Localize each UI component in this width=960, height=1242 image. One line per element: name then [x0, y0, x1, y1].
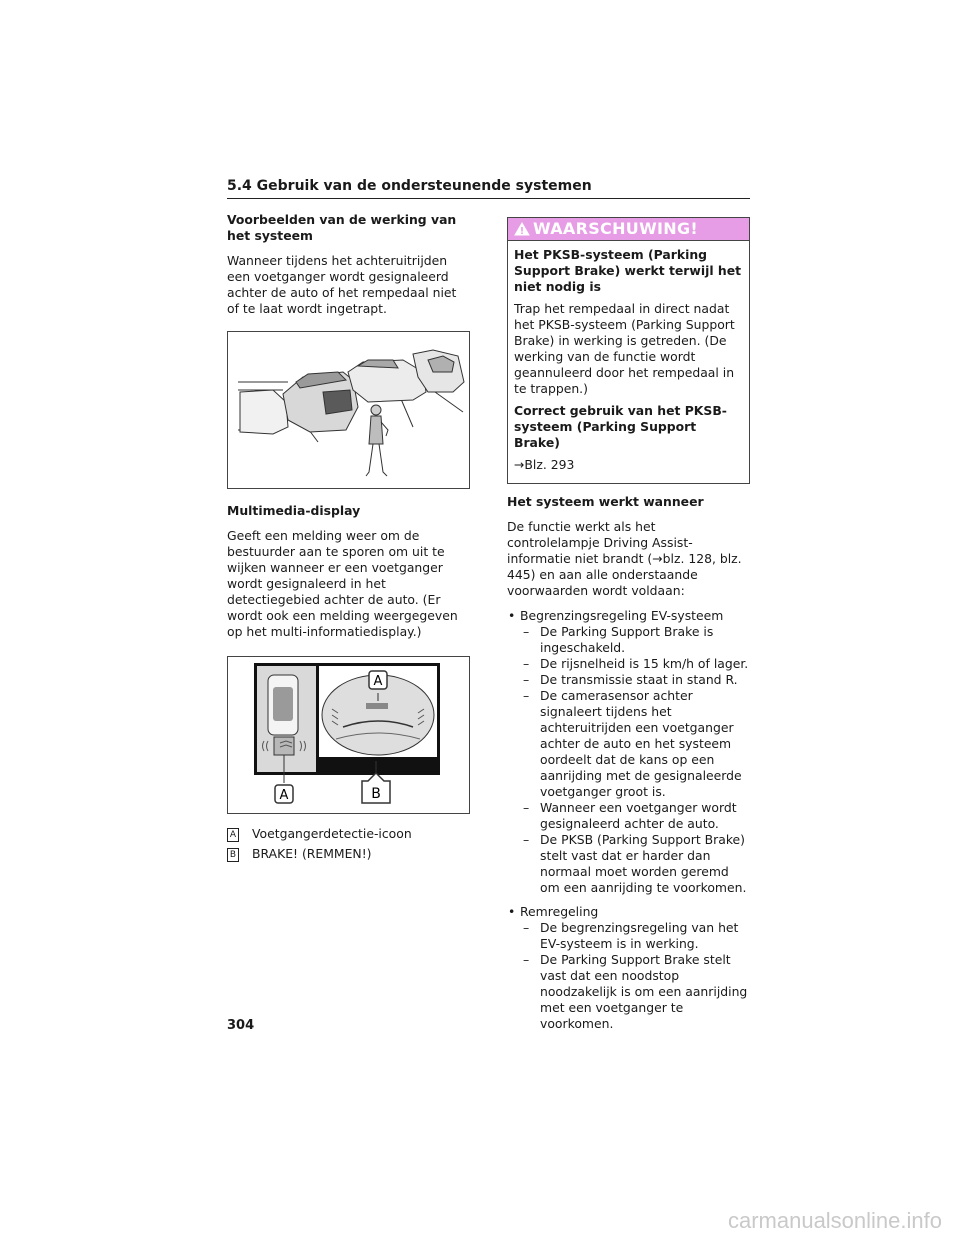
parking-scene-graphic: [228, 332, 469, 488]
warning-subheading-1: Het PKSB-systeem (Parking Support Brake) werkt terwijl het niet nodig is: [514, 247, 742, 294]
list-item: – De transmissie staat in stand R.: [523, 672, 738, 687]
legend-text: Voetgangerdetectie-icoon: [252, 826, 412, 841]
list-item: – De begrenzingsregeling van het EV-systeem is in werking.: [523, 920, 739, 951]
heading-examples: Voorbeelden van de werking van het systeem: [227, 212, 457, 243]
label-b: B: [371, 786, 381, 802]
list-item: – De Parking Support Brake stelt vast dat een noodstop noodzakelijk is om een aanrijding met een voetganger te voorkomen.: [523, 952, 748, 1031]
list-item: – De PKSB (Parking Support Brake) stelt vast dat er harder dan normaal moet worden geremd om een aanrijding te voorkomen.: [523, 832, 747, 895]
heading-multimedia: Multimedia-display: [227, 503, 361, 518]
warning-title-text: WAARSCHUWING!: [533, 219, 698, 238]
warning-body: [508, 241, 749, 483]
watermark: carmanualsonline.info: [727, 1208, 942, 1233]
page-number: 304: [227, 1018, 255, 1033]
list-item: [507, 608, 750, 896]
list-item: – De rijsnelheid is 15 km/h of lager.: [523, 656, 749, 671]
warning-box: [507, 217, 750, 484]
list-item: [507, 904, 750, 1032]
paragraph-reversing: Wanneer tijdens het achteruitrijden een voetganger wordt gesignaleerd achter de auto of het rempedaal niet of te laat wordt ingetrapt.: [227, 253, 457, 316]
list-item: – Wanneer een voetganger wordt gesignaleerd achter de auto.: [523, 800, 737, 831]
bullet-label: Remregeling: [520, 904, 599, 919]
legend-item-b: [227, 846, 470, 862]
paragraph-multimedia: Geeft een melding weer om de bestuurder aan te sporen om uit te wijken wanneer er een voetganger wordt gesignaleerd in het detectiegebied achter de auto. (Er wordt ook een melding weergegeven op het multi-informatiedisplay.): [227, 528, 458, 639]
paragraph-conditions: De functie werkt als het controlelampje Driving Assist-informatie niet brandt (→blz. 128, blz. 445) en aan alle onderstaande voorwaarden wordt voldaan:: [507, 519, 742, 598]
warning-subheading-2: Correct gebruik van het PKSB-systeem (Parking Support Brake): [514, 403, 727, 450]
list-item: – De camerasensor achter signaleert tijdens het achteruitrijden een voetganger achter de auto en het systeem oordeelt dat de kans op een aanrijding met de gesignaleerde voetganger groot is.: [523, 688, 742, 799]
conditions-list: [507, 608, 750, 1032]
right-column: [507, 212, 750, 1040]
section-header: 5.4 Gebruik van de ondersteunende systemen: [227, 178, 750, 199]
legend-key: A: [227, 828, 239, 842]
multimedia-display-illustration: [227, 656, 470, 814]
display-screen-graphic: [228, 657, 469, 813]
warning-title: [508, 218, 749, 241]
warning-text-1: Trap het rempedaal in direct nadat het PKSB-systeem (Parking Support Brake) in werking is getreden. (De werking van de functie wordt geannuleerd door het rempedaal in te trappen.): [514, 301, 735, 396]
legend-text: BRAKE! (REMMEN!): [252, 846, 372, 861]
list-item: – De Parking Support Brake is ingeschakeld.: [523, 624, 714, 655]
heading-system-works: Het systeem werkt wanneer: [507, 494, 704, 509]
legend-item-a: [227, 826, 470, 842]
bullet-label: Begrenzingsregeling EV-systeem: [520, 608, 724, 623]
warning-reference: →Blz. 293: [514, 457, 575, 472]
left-column: [227, 212, 470, 866]
label-a-top: A: [373, 674, 383, 689]
label-a-bottom: A: [279, 788, 289, 803]
parking-illustration: [227, 331, 470, 489]
legend-key: B: [227, 848, 239, 862]
warning-icon: [514, 222, 530, 236]
